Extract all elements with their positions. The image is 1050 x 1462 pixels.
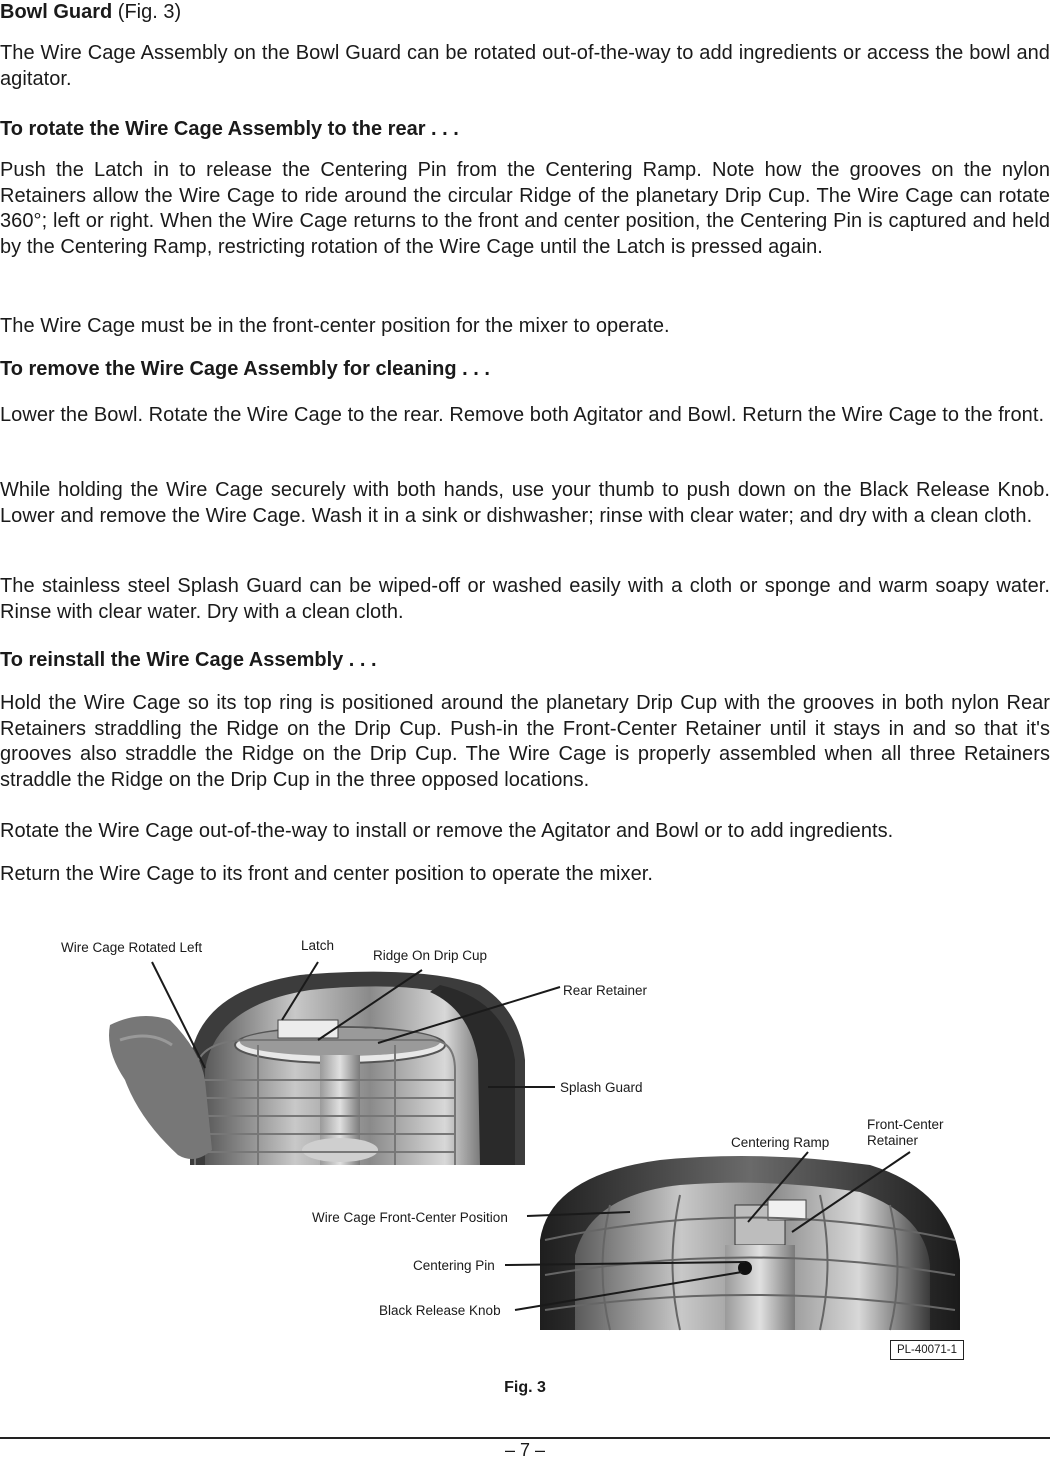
rotate-paragraph-2: The Wire Cage must be in the front-center position for the mixer to operate. (0, 315, 670, 337)
section-figref: (Fig. 3) (117, 1, 182, 23)
rotate-heading: To rotate the Wire Cage Assembly to the rear . . . (0, 118, 459, 140)
intro-paragraph: The Wire Cage Assembly on the Bowl Guard can be rotated out-of-the-way to add ingredients or access the bowl and agitator. (0, 42, 1050, 90)
section-title: Bowl Guard (0, 1, 113, 23)
reinstall-paragraph-1: Hold the Wire Cage so its top ring is positioned around the planetary Drip Cup with the grooves in both nylon Rear Retainers straddling the Ridge on the Drip Cup. Push-in the Front-Center Retainer until it stays in and so that it's grooves also straddle the Ridge on the Drip Cup. The Wire Cage is properly assembled when all three Retainers straddle the Ridge on the Drip Cup in the three opposed locations. (0, 692, 1050, 791)
rotate-paragraph-1: Push the Latch in to release the Centering Pin from the Centering Ramp. Note how the grooves on the nylon Retainers allow the Wire Cage to ride around the circular Ridge of the planetary Drip Cup. The Wire Cage can rotate 360°; left or right. When the Wire Cage returns to the front and center position, the Centering Pin is captured and held by the Centering Ramp, restricting rotation of the Wire Cage until the Latch is pressed again. (0, 159, 1050, 258)
label-wire-cage-front-center-position: Wire Cage Front-Center Position (312, 1210, 508, 1225)
photo-cage-front-center (540, 1156, 960, 1330)
figure-illustration (0, 920, 1050, 1380)
label-front-center-retainer-line1: Front-Center (867, 1117, 944, 1132)
label-ridge-on-drip-cup: Ridge On Drip Cup (373, 948, 488, 963)
figure-caption: Fig. 3 (504, 1379, 546, 1396)
page-number: – 7 – (504, 1440, 546, 1460)
label-black-release-knob: Black Release Knob (379, 1303, 501, 1318)
remove-paragraph-1: Lower the Bowl. Rotate the Wire Cage to the rear. Remove both Agitator and Bowl. Return the Wire Cage to the front. (0, 404, 1045, 426)
footer-rule (0, 1437, 1050, 1439)
label-rear-retainer: Rear Retainer (563, 983, 648, 998)
label-centering-ramp: Centering Ramp (731, 1135, 830, 1150)
reinstall-paragraph-3: Return the Wire Cage to its front and center position to operate the mixer. (0, 863, 653, 885)
figure-code: PL-40071-1 (890, 1340, 964, 1360)
section-heading (0, 0, 181, 25)
reinstall-paragraph-2: Rotate the Wire Cage out-of-the-way to install or remove the Agitator and Bowl or to add ingredients. (0, 820, 894, 842)
label-splash-guard: Splash Guard (560, 1080, 643, 1095)
remove-paragraph-3: The stainless steel Splash Guard can be wiped-off or washed easily with a cloth or sponge and warm soapy water. Rinse with clear water. Dry with a clean cloth. (0, 575, 1050, 623)
reinstall-heading: To reinstall the Wire Cage Assembly . . . (0, 649, 377, 671)
label-centering-pin: Centering Pin (413, 1258, 495, 1273)
label-latch: Latch (301, 938, 335, 953)
remove-heading: To remove the Wire Cage Assembly for cleaning . . . (0, 358, 490, 380)
label-wire-cage-rotated-left: Wire Cage Rotated Left (61, 940, 203, 955)
remove-paragraph-2: While holding the Wire Cage securely with both hands, use your thumb to push down on the Black Release Knob. Lower and remove the Wire Cage. Wash it in a sink or dishwasher; rinse with clear water; and dry with a clean cloth. (0, 479, 1050, 527)
label-front-center-retainer-line2: Retainer (867, 1133, 919, 1148)
